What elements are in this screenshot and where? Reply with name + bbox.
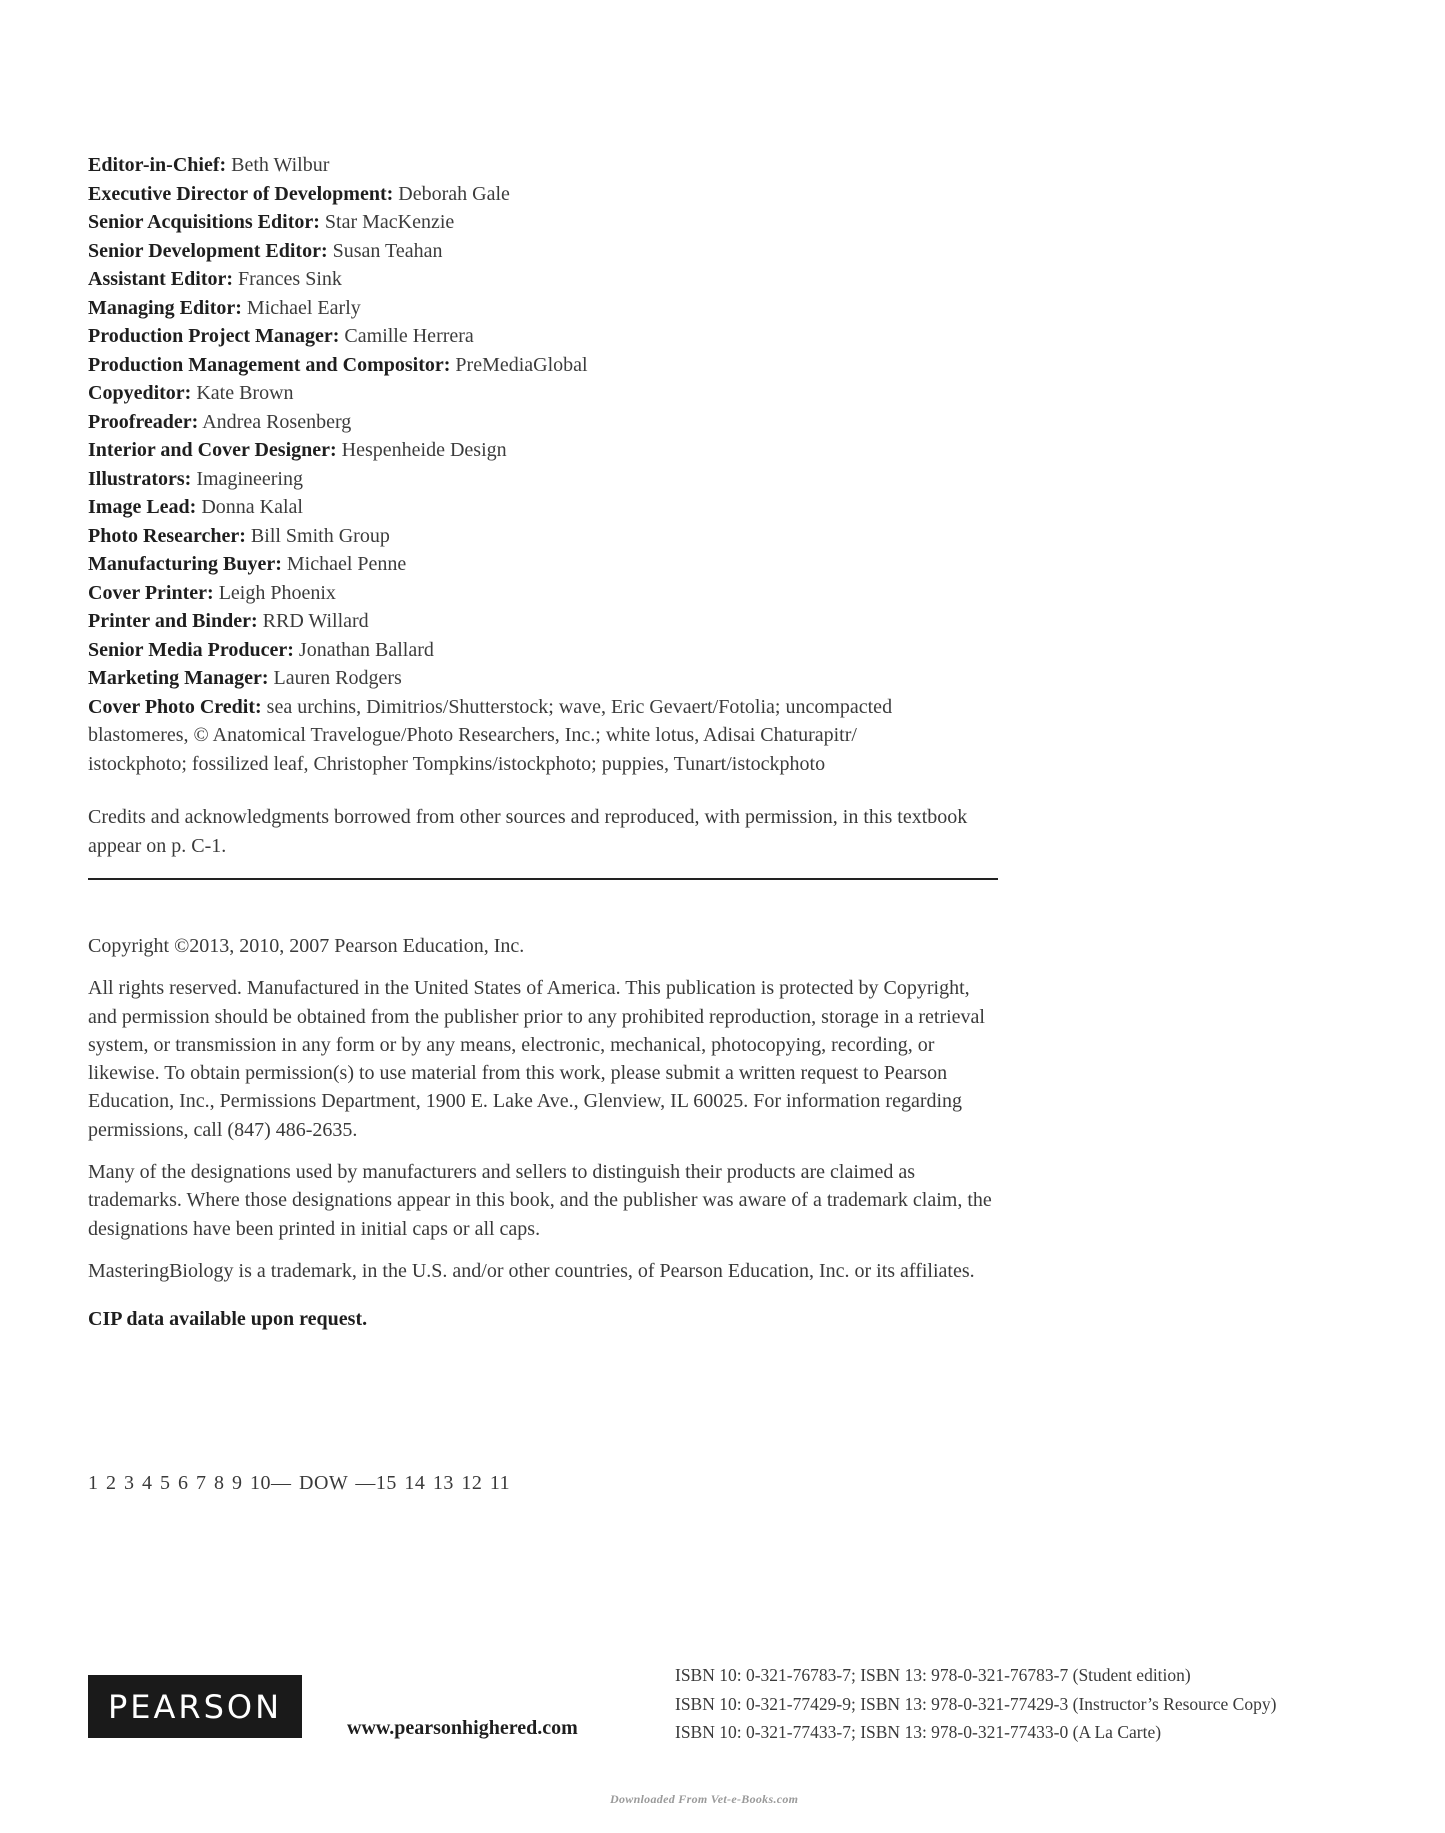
credit-line bbox=[88, 180, 988, 209]
credit-line bbox=[88, 579, 988, 608]
credit-line bbox=[88, 550, 988, 579]
rights-statement: All rights reserved. Manufactured in the United States of America. This publication is protected by Copyright, and permission should be obtained from the publisher prior to any prohibited reproduction, storage in a retrieval system, or transmission in any form or by any means, electronic, mechanical, photocopying, recording, or likewise. To obtain permission(s) to use material from this work, please submit a written request to Pearson Education, Inc., Permissions Department, 1900 E. Lake Ave., Glenview, IL 60025. For information regarding permissions, call (847) 486-2635. bbox=[88, 977, 985, 1141]
credit-name: Kate Brown bbox=[196, 382, 294, 404]
credit-name: Andrea Rosenberg bbox=[202, 410, 352, 433]
credit-role: Image Lead: bbox=[88, 496, 197, 518]
credit-role: Photo Researcher: bbox=[88, 524, 246, 547]
download-watermark: Downloaded From Vet-e-Books.com bbox=[610, 1792, 799, 1806]
credit-name: Donna Kalal bbox=[201, 496, 303, 518]
credit-name: Frances Sink bbox=[238, 268, 342, 290]
credit-name: Michael Early bbox=[246, 296, 361, 319]
credit-line bbox=[88, 294, 988, 323]
credit-role: Senior Media Producer: bbox=[88, 638, 294, 661]
credit-role: Production Project Manager: bbox=[88, 325, 340, 347]
credit-name: Star MacKenzie bbox=[324, 211, 455, 233]
credit-name: Bill Smith Group bbox=[250, 524, 390, 547]
credit-role: Marketing Manager: bbox=[88, 667, 269, 689]
cip-note: CIP data available upon request. bbox=[88, 1308, 368, 1331]
credit-role: Illustrators: bbox=[88, 467, 192, 490]
credit-name: Jonathan Ballard bbox=[298, 638, 434, 661]
printing-line: 1 2 3 4 5 6 7 8 9 10— DOW —15 14 13 12 11 bbox=[88, 1472, 511, 1494]
cover-photo-credit-text: sea urchins, Dimitrios/Shutterstock; wave, Eric Gevaert/Fotolia; uncompacted blastomeres, © Anatomical Travelogue/Photo Researchers, Inc.; white lotus, Adisai Chaturapitr/ istockphoto; fossilized leaf, Christopher Tompkins/istockphoto; puppies, Tunart/istockphoto bbox=[88, 695, 893, 775]
credit-line bbox=[88, 151, 988, 180]
copyright-section bbox=[88, 932, 998, 1348]
credit-role: Cover Printer: bbox=[88, 581, 214, 604]
logo-text: PEARSON bbox=[107, 1687, 283, 1726]
credit-line bbox=[88, 351, 988, 380]
credit-name: Susan Teahan bbox=[332, 239, 443, 262]
isbn-line: ISBN 10: 0-321-76783-7; ISBN 13: 978-0-321-76783-7 (Student edition) bbox=[675, 1665, 1191, 1685]
publisher-website: www.pearsonhighered.com bbox=[347, 1717, 578, 1739]
credit-name: RRD Willard bbox=[262, 610, 369, 632]
credit-line bbox=[88, 436, 988, 465]
credit-role: Production Management and Compositor: bbox=[88, 353, 451, 376]
pearson-logo bbox=[88, 1675, 302, 1738]
credit-line bbox=[88, 465, 988, 494]
credit-name: Imagineering bbox=[196, 467, 303, 490]
credit-name: Beth Wilbur bbox=[231, 154, 330, 176]
credit-role: Copyeditor: bbox=[88, 382, 192, 404]
credit-role: Proofreader: bbox=[88, 410, 199, 433]
acknowledgment-note: Credits and acknowledgments borrowed from other sources and reproduced, with permission, in this textbook appear on p. C-1. bbox=[88, 806, 968, 857]
credit-line bbox=[88, 379, 988, 408]
divider bbox=[88, 878, 998, 880]
credit-line bbox=[88, 408, 988, 437]
credit-role: Editor-in-Chief: bbox=[88, 154, 227, 176]
cover-photo-credit bbox=[88, 693, 948, 779]
credit-name: Lauren Rodgers bbox=[273, 667, 402, 689]
credit-role: Printer and Binder: bbox=[88, 610, 258, 632]
credit-name: Deborah Gale bbox=[398, 182, 510, 205]
credit-name: Camille Herrera bbox=[344, 325, 474, 347]
credit-role: Senior Acquisitions Editor: bbox=[88, 211, 320, 233]
copyright-notice: Copyright ©2013, 2010, 2007 Pearson Education, Inc. bbox=[88, 935, 525, 957]
credit-line bbox=[88, 208, 988, 237]
credit-line bbox=[88, 522, 988, 551]
credit-line bbox=[88, 265, 988, 294]
credit-name: Hespenheide Design bbox=[341, 439, 507, 461]
trademark-statement: Many of the designations used by manufacturers and sellers to distinguish their products are claimed as trademarks. Where those designations appear in this book, and the publisher was aware of a trademark claim, the designations have been printed in initial caps or all caps. bbox=[88, 1161, 992, 1240]
credit-role: Cover Photo Credit: bbox=[88, 695, 262, 718]
credit-name: Leigh Phoenix bbox=[218, 581, 336, 604]
credit-name: Michael Penne bbox=[286, 553, 407, 575]
credit-role: Managing Editor: bbox=[88, 296, 242, 319]
credit-role: Executive Director of Development: bbox=[88, 182, 394, 205]
isbn-line: ISBN 10: 0-321-77429-9; ISBN 13: 978-0-321-77429-3 (Instructor’s Resource Copy) bbox=[675, 1693, 1277, 1714]
credit-line bbox=[88, 636, 988, 665]
staff-credits bbox=[88, 151, 988, 778]
credit-role: Senior Development Editor: bbox=[88, 239, 328, 262]
credit-role: Interior and Cover Designer: bbox=[88, 439, 337, 461]
mastering-trademark: MasteringBiology is a trademark, in the U.S. and/or other countries, of Pearson Education, Inc. or its affiliates. bbox=[88, 1259, 975, 1282]
credit-role: Assistant Editor: bbox=[88, 268, 234, 290]
isbn-list bbox=[675, 1661, 1276, 1747]
credit-line bbox=[88, 664, 988, 693]
credit-role: Manufacturing Buyer: bbox=[88, 553, 282, 575]
isbn-line: ISBN 10: 0-321-77433-7; ISBN 13: 978-0-321-77433-0 (A La Carte) bbox=[675, 1722, 1162, 1742]
credit-line bbox=[88, 237, 988, 266]
credit-line bbox=[88, 607, 988, 636]
credit-line bbox=[88, 493, 988, 522]
credit-name: PreMediaGlobal bbox=[455, 353, 588, 376]
credit-line bbox=[88, 322, 988, 351]
